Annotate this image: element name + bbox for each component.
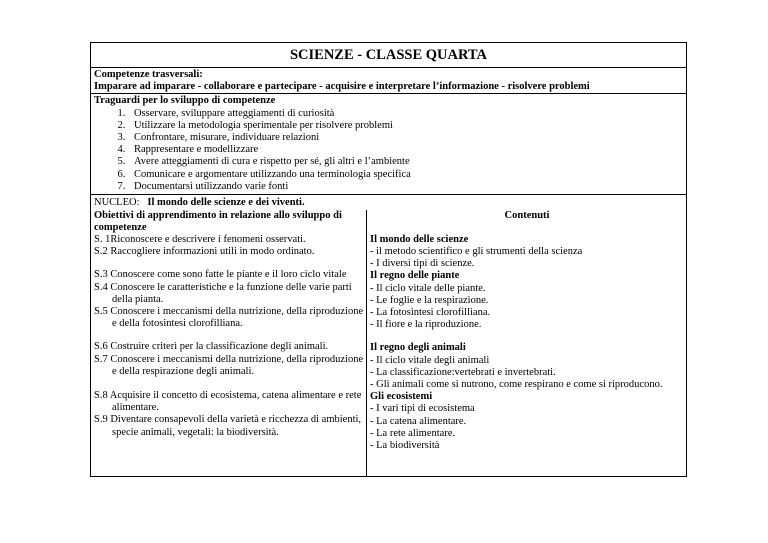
- list-item: - Il fiore e la riproduzione.: [370, 319, 482, 331]
- curriculum-table: [90, 42, 687, 477]
- obiettivi-contenuti-columns: [91, 210, 686, 476]
- list-item: - La biodiversità: [370, 440, 440, 452]
- contenuti-heading: Contenuti: [504, 209, 550, 221]
- nucleo-line: [91, 195, 686, 209]
- list-item: - Le foglie e la respirazione.: [370, 294, 489, 306]
- list-item: S.6 Costruire criteri per la classificazione degli animali.: [94, 341, 329, 353]
- list-item: S. 1Riconoscere e descrivere i fenomeni osservati.: [94, 234, 306, 246]
- section-title: Gli ecosistemi: [370, 391, 433, 403]
- list-item: S.4 Conoscere le caratteristiche e la funzione delle varie parti della pianta.: [94, 281, 352, 305]
- list-item: S.5 Conoscere i meccanismi della nutrizione, della riproduzione e della fotosintesi clorofilliana.: [94, 306, 364, 330]
- competenze-text: Imparare ad imparare - collaborare e partecipare - acquisire e interpretare l’informazione - risolvere problemi: [94, 81, 590, 93]
- list-item: - La rete alimentare.: [370, 427, 456, 439]
- list-item: 4. Rappresentare e modellizzare: [128, 144, 684, 156]
- list-item: S.8 Acquisire il concetto di ecosistema, catena alimentare e rete alimentare.: [94, 390, 362, 414]
- obiettivi-group-1: [94, 234, 364, 258]
- contenuti-column: [367, 210, 686, 476]
- obiettivi-group-3: [94, 341, 364, 378]
- list-item: 3. Confrontare, misurare, individuare relazioni: [128, 132, 684, 144]
- list-item: - La fotosintesi clorofilliana.: [370, 307, 491, 319]
- obiettivi-group-2: [94, 269, 364, 330]
- list-item: - La catena alimentare.: [370, 415, 467, 427]
- section-title: Il regno degli animali: [370, 342, 466, 354]
- section-title: Il mondo delle scienze: [370, 233, 469, 245]
- contenuti-section-ecosistemi: [370, 391, 684, 452]
- competenze-section: [91, 68, 686, 94]
- list-item: S.7 Conoscere i meccanismi della nutrizione, della riproduzione e della respirazione degli animali.: [94, 353, 364, 377]
- list-item: 2. Utilizzare la metodologia sperimentale per risolvere problemi: [128, 120, 684, 132]
- section-title: Il regno delle piante: [370, 270, 460, 282]
- list-item: - Il ciclo vitale delle piante.: [370, 282, 486, 294]
- obiettivi-group-4: [94, 390, 364, 439]
- list-item: - Il ciclo vitale degli animali: [370, 354, 490, 366]
- list-item: 6. Comunicare e argomentare utilizzando una terminologia specifica: [128, 169, 684, 181]
- list-item: S.3 Conoscere come sono fatte le piante e il loro ciclo vitale: [94, 269, 347, 281]
- obiettivi-heading: Obiettivi di apprendimento in relazione allo sviluppo di competenze: [94, 209, 342, 233]
- traguardi-section: [91, 94, 686, 195]
- list-item: S.2 Raccogliere informazioni utili in modo ordinato.: [94, 246, 315, 258]
- nucleo-value: Il mondo delle scienze e dei viventi.: [147, 197, 305, 209]
- list-item: 1. Osservare, sviluppare atteggiamenti di curiosità: [128, 108, 684, 120]
- list-item: - I diversi tipi di scienze.: [370, 258, 475, 270]
- nucleo-label: NUCLEO:: [94, 197, 140, 209]
- list-item: - Gli animali come si nutrono, come respirano e come si riproducono.: [370, 379, 663, 391]
- contenuti-section-scienze: [370, 234, 684, 271]
- nucleo-section: [91, 195, 686, 475]
- list-item: - il metodo scientifico e gli strumenti della scienza: [370, 246, 583, 258]
- list-item: 5. Avere atteggiamenti di cura e rispetto per sé, gli altri e l’ambiente: [128, 156, 684, 168]
- list-item: 7. Documentarsi utilizzando varie fonti: [128, 181, 684, 193]
- document-title: SCIENZE - CLASSE QUARTA: [91, 43, 686, 68]
- contenuti-section-animali: [370, 342, 684, 391]
- traguardi-list: [94, 108, 684, 193]
- contenuti-section-piante: [370, 270, 684, 331]
- traguardi-heading: Traguardi per lo sviluppo di competenze: [94, 95, 276, 107]
- obiettivi-column: [91, 210, 367, 476]
- list-item: - La classificazione:vertebrati e invertebrati.: [370, 366, 556, 378]
- competenze-heading: Competenze trasversali:: [94, 69, 203, 80]
- list-item: S.9 Diventare consapevoli della varietà e ricchezza di ambienti, specie animali, vegetali: la biodiversità.: [94, 414, 362, 438]
- list-item: - I vari tipi di ecosistema: [370, 403, 475, 415]
